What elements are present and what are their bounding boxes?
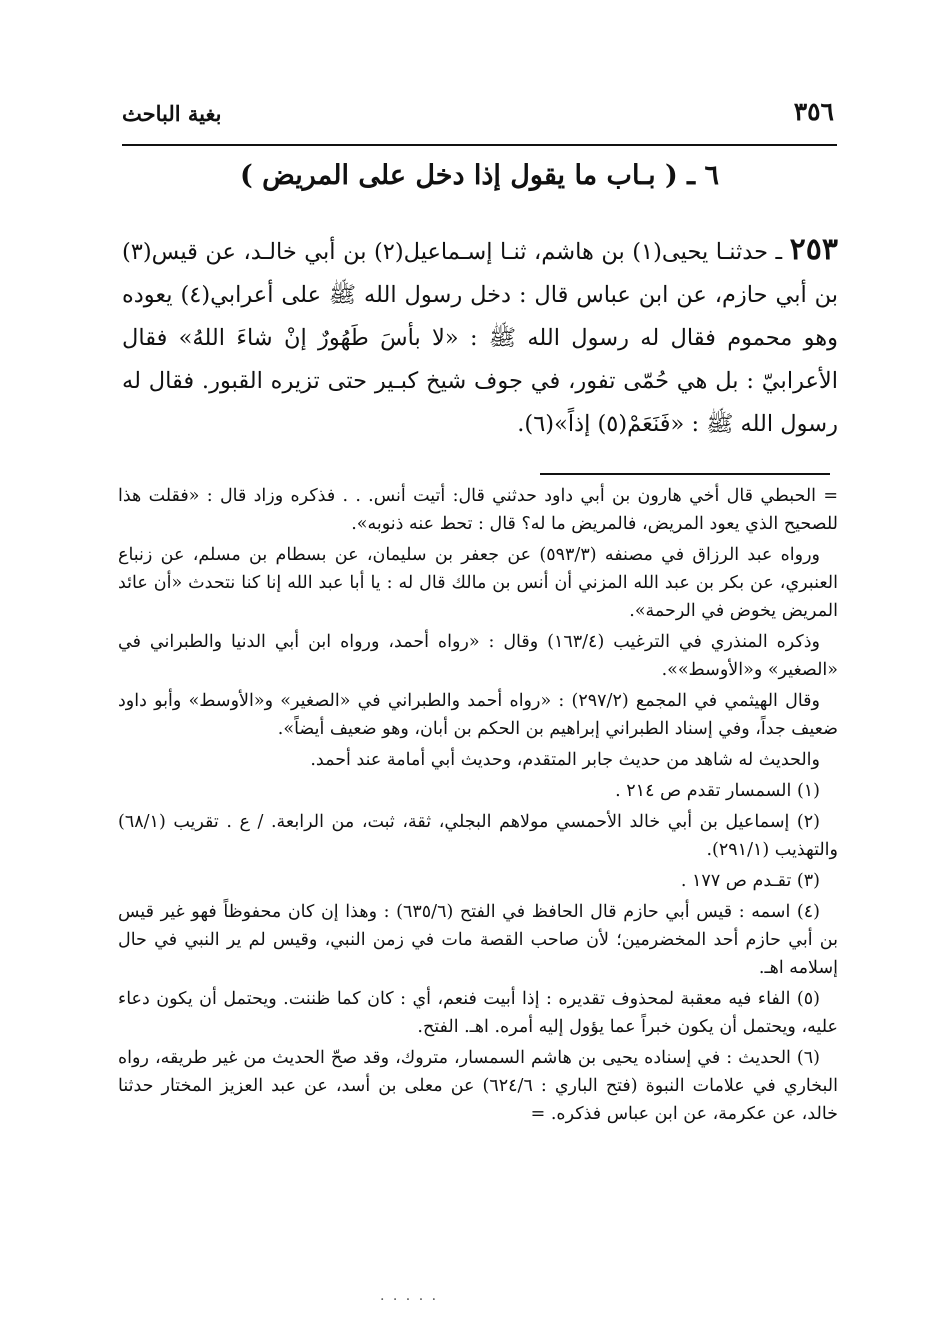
header-rule bbox=[122, 144, 837, 146]
hadith-number: ٢٥٣ bbox=[789, 232, 838, 267]
page-header bbox=[122, 86, 834, 126]
footnote-paragraph: والحديث له شاهد من حديث جابر المتقدم، وحديث أبي أمامة عند أحمد. bbox=[310, 750, 820, 770]
bottom-mark: . . . . . bbox=[380, 1288, 439, 1304]
running-title: بغية الباحث bbox=[122, 101, 222, 126]
footnote-rule bbox=[540, 473, 830, 475]
footnote-paragraph: وذكره المنذري في الترغيب (١٦٣/٤) وقال : «رواه أحمد، ورواه ابن أبي الدنيا والطبراني في «الصغير» و«الأوسط»». bbox=[118, 632, 838, 680]
footnotes bbox=[118, 482, 838, 1131]
footnote-paragraph: ورواه عبد الرزاق في مصنفه (٥٩٣/٣) عن جعفر بن سليمان، عن بسطام بن مسلم، عن زنباع العنبري، عن بكر بن عبد الله المزني أن أنس بن مالك قال له : يا أبا عبد الله إنا كنا نتحدث «أن عائد المريض يخوض في الرحمة». bbox=[118, 545, 838, 621]
footnote-1: (١) السمسار تقدم ص ٢١٤ . bbox=[615, 781, 820, 801]
page-number: ٣٥٦ bbox=[793, 97, 834, 126]
hadith-text-block bbox=[122, 228, 838, 446]
footnote-continuation: = الحبطي قال أخي هارون بن أبي داود حدثني قال: أتيت أنس. . . فذكره وزاد قال : «فقلت هذا للصحيح الذي يعود المريض، فالمريض ما له؟ قال : تحط عنه ذنوبه». bbox=[118, 486, 838, 534]
chapter-heading: ٦ ـ ( بـاب ما يقول إذا دخل على المريض ) bbox=[239, 160, 720, 191]
footnote-5: (٥) الفاء فيه معقبة لمحذوف تقديره : إذا أبيت فنعم، أي : كان كما ظننت. ويحتمل أن يكون دعاء عليه، ويحتمل أن يكون خبراً عما يؤول إليه أمره. اهـ. الفتح. bbox=[118, 989, 838, 1037]
footnote-paragraph: وقال الهيثمي في المجمع (٢٩٧/٢) : «رواه أحمد والطبراني في «الصغير» و«الأوسط» وأبو داود ضعيف جداً، وفي إسناد الطبراني إبراهيم بن الحكم بن أبان، وهو ضعيف أيضاً». bbox=[118, 691, 838, 739]
footnote-2: (٢) إسماعيل بن أبي خالد الأحمسي مولاهم البجلي، ثقة، ثبت، من الرابعة. / ع . تقريب (٦٨/١) والتهذيب (٢٩١/١). bbox=[118, 812, 838, 860]
footnote-6: (٦) الحديث : في إسناده يحيى بن هاشم السمسار، متروك، وقد صحّ الحديث من غير طريقه، رواه البخاري في علامات النبوة (فتح الباري : ٦٢٤/٦) عن معلى بن أسد، عن عبد العزيز المختار حدثنا خالد، عن عكرمة، عن ابن عباس فذكره. = bbox=[118, 1048, 838, 1124]
hadith-text: ـ حدثنـا يحيى(١) بن هاشم، ثنـا إسـماعيل(٢) بن أبي خالـد، عن قيس(٣) بن أبي حازم، عن ابن عباس قال : دخل رسول الله ﷺ على أعرابي(٤) يعوده وهو محموم فقال له رسول الله ﷺ : «لا بأسَ طَهُورٌ إنْ شاءَ اللهُ» فقال الأعرابيّ : بل هي حُمّى تفور، في جوف شيخ كبـير حتى تزيره القبور. فقال له رسول الله ﷺ : «فَنَعَمْ(٥) إذاً»(٦). bbox=[122, 239, 838, 437]
footnote-3: (٣) تقـدم ص ١٧٧ . bbox=[680, 871, 820, 891]
footnote-4: (٤) اسمه : قيس أبي حازم قال الحافظ في الفتح (٦٣٥/٦) : وهذا إن كان محفوظاً فهو غير قيس بن أبي حازم أحد المخضرمين؛ لأن صاحب القصة مات في زمن النبي، وقيس لم ير النبي في حال إسلامه اهـ. bbox=[118, 902, 838, 978]
